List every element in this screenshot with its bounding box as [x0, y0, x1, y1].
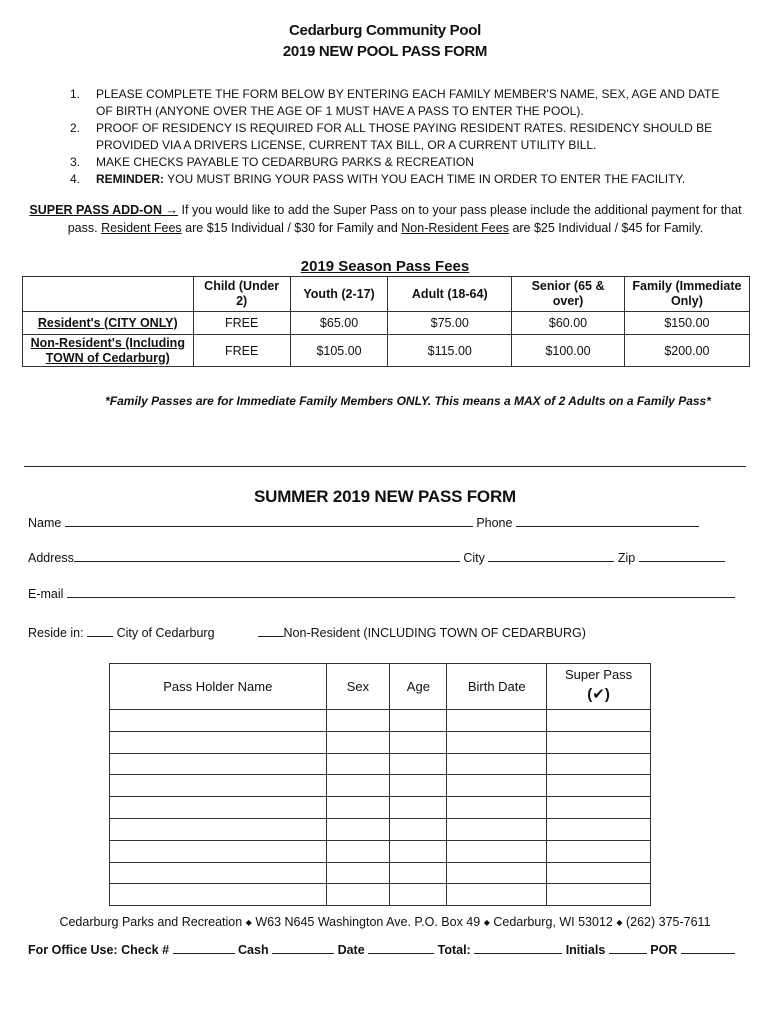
birth-date-cell[interactable]	[447, 818, 547, 840]
city-option-label: City of Cedarburg	[116, 626, 215, 640]
phone-field[interactable]	[516, 514, 699, 527]
bullet-icon: ◆	[616, 918, 623, 927]
instruction-number: 1.	[70, 87, 81, 101]
birth-date-cell[interactable]	[447, 884, 547, 906]
section-divider	[24, 466, 746, 467]
date-label: Date	[337, 943, 365, 957]
cash-field[interactable]	[272, 941, 334, 954]
fee-cell: FREE	[193, 335, 290, 367]
row-label: Non-Resident's (Including TOWN of Cedarburg)	[23, 335, 194, 367]
age-cell[interactable]	[390, 710, 447, 732]
check-field[interactable]	[173, 941, 235, 954]
fees-header-cell: Adult (18-64)	[388, 277, 512, 312]
footer-contact	[0, 915, 770, 929]
fee-cell: $200.00	[624, 335, 749, 367]
birth-date-cell[interactable]	[447, 797, 547, 819]
instruction-text: PROOF OF RESIDENCY IS REQUIRED FOR ALL THOSE PAYING RESIDENT RATES. RESIDENCY SHOULD BE PROVIDED VIA A DRIVERS LICENSE, CURRENT TAX BILL, OR A CURRENT UTILITY BILL.	[96, 121, 713, 152]
reminder-label: REMINDER:	[96, 172, 164, 186]
zip-label: Zip	[617, 551, 636, 565]
fees-header-cell: Family (Immediate Only)	[624, 277, 749, 312]
bullet-icon: ◆	[483, 918, 490, 927]
super-pass-text: If you would like to add the Super Pass on to your pass please include the additional payment for that pass.	[67, 203, 742, 235]
form-subtitle: 2019 NEW POOL PASS FORM	[282, 43, 488, 60]
fees-header-cell	[23, 277, 194, 312]
fees-header-cell: Youth (2-17)	[290, 277, 388, 312]
holder-name-cell[interactable]	[110, 818, 327, 840]
holder-name-cell[interactable]	[110, 753, 327, 775]
instruction-text: PLEASE COMPLETE THE FORM BELOW BY ENTERING EACH FAMILY MEMBER'S NAME, SEX, AGE AND DATE OF BIRTH (ANYONE OVER THE AGE OF 1 MUST HAVE A PASS TO ENTER THE POOL).	[96, 87, 720, 118]
table-row	[110, 818, 651, 840]
fee-cell: $65.00	[290, 312, 388, 335]
nonresident-fees-label: Non-Resident Fees	[401, 221, 509, 235]
age-cell[interactable]	[390, 818, 447, 840]
super-pass-text: are $25 Individual / $45 for Family.	[508, 221, 704, 235]
instruction-item	[70, 154, 720, 171]
table-row	[110, 862, 651, 884]
super-pass-cell[interactable]	[547, 775, 651, 797]
holder-name-cell[interactable]	[110, 862, 327, 884]
holder-name-cell[interactable]	[110, 731, 327, 753]
city-field[interactable]	[488, 549, 614, 562]
sex-cell[interactable]	[326, 797, 390, 819]
age-cell[interactable]	[390, 797, 447, 819]
form-title: SUMMER 2019 NEW PASS FORM	[253, 487, 516, 506]
super-pass-header: Super Pass	[564, 667, 633, 682]
super-pass-cell[interactable]	[547, 731, 651, 753]
fee-cell: $105.00	[290, 335, 388, 367]
super-pass-cell[interactable]	[547, 710, 651, 732]
reside-line	[28, 624, 586, 640]
family-pass-note: *Family Passes are for Immediate Family Members ONLY. This means a MAX of 2 Adults on a Family Pass*	[105, 394, 711, 408]
footer-city: Cedarburg, WI 53012	[493, 915, 613, 929]
footer-address: W63 N645 Washington Ave. P.O. Box 49	[255, 915, 481, 929]
name-label: Name	[28, 516, 62, 530]
instruction-text: MAKE CHECKS PAYABLE TO CEDARBURG PARKS & RECREATION	[96, 155, 474, 169]
sex-cell[interactable]	[326, 862, 390, 884]
holder-header-cell: Birth Date	[447, 664, 547, 710]
sex-cell[interactable]	[326, 753, 390, 775]
pass-holder-table	[109, 663, 651, 906]
fee-cell: $75.00	[388, 312, 512, 335]
birth-date-cell[interactable]	[447, 753, 547, 775]
instruction-text: YOU MUST BRING YOUR PASS WITH YOU EACH TIME IN ORDER TO ENTER THE FACILITY.	[164, 172, 686, 186]
birth-date-cell[interactable]	[447, 731, 547, 753]
super-pass-cell[interactable]	[547, 884, 651, 906]
fee-cell: $115.00	[388, 335, 512, 367]
birth-date-cell[interactable]	[447, 775, 547, 797]
office-use-label: For Office Use:	[28, 943, 118, 957]
fee-cell: $60.00	[512, 312, 625, 335]
sex-cell[interactable]	[326, 775, 390, 797]
date-field[interactable]	[368, 941, 434, 954]
row-label: Resident's (CITY ONLY)	[23, 312, 194, 335]
holder-name-cell[interactable]	[110, 775, 327, 797]
fee-cell: $100.00	[512, 335, 625, 367]
holder-name-cell[interactable]	[110, 710, 327, 732]
super-pass-label: SUPER PASS ADD-ON →	[29, 203, 179, 217]
holder-name-cell[interactable]	[110, 840, 327, 862]
super-pass-cell[interactable]	[547, 840, 651, 862]
nonresident-checkbox[interactable]	[258, 624, 284, 637]
fees-header-cell: Senior (65 & over)	[512, 277, 625, 312]
age-cell[interactable]	[390, 731, 447, 753]
nonresident-option-label: Non-Resident (INCLUDING TOWN OF CEDARBURG)	[283, 626, 586, 640]
address-field[interactable]	[74, 549, 460, 562]
page-title: Cedarburg Community Pool	[289, 22, 481, 39]
email-field[interactable]	[67, 585, 735, 598]
instruction-number: 2.	[70, 121, 81, 135]
address-label: Address	[28, 551, 74, 565]
super-pass-cell[interactable]	[547, 818, 651, 840]
check-label: Check #	[121, 943, 170, 957]
sex-cell[interactable]	[326, 884, 390, 906]
table-row	[110, 884, 651, 906]
table-row	[110, 840, 651, 862]
name-phone-line	[28, 514, 699, 530]
super-pass-note	[28, 201, 743, 237]
bullet-icon: ◆	[245, 918, 252, 927]
super-pass-cell[interactable]	[547, 862, 651, 884]
table-row	[110, 753, 651, 775]
zip-field[interactable]	[639, 549, 725, 562]
check-mark-icon: (✔)	[587, 686, 610, 703]
fee-cell: FREE	[193, 312, 290, 335]
fees-title: 2019 Season Pass Fees	[300, 258, 470, 275]
address-line	[28, 549, 725, 565]
office-use-line	[28, 941, 735, 957]
footer-phone: (262) 375-7611	[625, 915, 711, 929]
sex-cell[interactable]	[326, 840, 390, 862]
total-label: Total:	[437, 943, 471, 957]
holder-header-cell	[547, 664, 651, 710]
instruction-item	[70, 120, 720, 154]
holder-header-cell: Sex	[326, 664, 390, 710]
instruction-number: 3.	[70, 155, 81, 169]
email-label: E-mail	[28, 587, 64, 601]
sex-cell[interactable]	[326, 818, 390, 840]
super-pass-cell[interactable]	[547, 753, 651, 775]
birth-date-cell[interactable]	[447, 710, 547, 732]
instruction-item	[70, 86, 720, 120]
super-pass-text: are $15 Individual / $30 for Family and	[181, 221, 402, 235]
sex-cell[interactable]	[326, 710, 390, 732]
fees-table	[22, 276, 750, 367]
fee-cell: $150.00	[624, 312, 749, 335]
reside-label: Reside in:	[28, 626, 84, 640]
city-resident-checkbox[interactable]	[87, 624, 113, 637]
table-row	[110, 797, 651, 819]
resident-fees-label: Resident Fees	[101, 221, 182, 235]
initials-label: Initials	[565, 943, 606, 957]
initials-field[interactable]	[609, 941, 647, 954]
footer-org: Cedarburg Parks and Recreation	[59, 915, 243, 929]
table-row	[110, 710, 651, 732]
instruction-number: 4.	[70, 172, 81, 186]
sex-cell[interactable]	[326, 731, 390, 753]
age-cell[interactable]	[390, 840, 447, 862]
fees-header-cell: Child (Under 2)	[193, 277, 290, 312]
cash-label: Cash	[238, 943, 269, 957]
instruction-item	[70, 171, 720, 188]
age-cell[interactable]	[390, 862, 447, 884]
age-cell[interactable]	[390, 775, 447, 797]
total-field[interactable]	[474, 941, 562, 954]
name-field[interactable]	[65, 514, 473, 527]
super-pass-cell[interactable]	[547, 797, 651, 819]
table-row	[110, 775, 651, 797]
age-cell[interactable]	[390, 753, 447, 775]
phone-label: Phone	[476, 516, 513, 530]
holder-header-cell: Pass Holder Name	[110, 664, 327, 710]
holder-name-cell[interactable]	[110, 797, 327, 819]
email-line	[28, 585, 735, 601]
por-label: POR	[650, 943, 678, 957]
table-row	[23, 312, 750, 335]
table-row	[110, 731, 651, 753]
table-row	[23, 335, 750, 367]
birth-date-cell[interactable]	[447, 862, 547, 884]
holder-name-cell[interactable]	[110, 884, 327, 906]
holder-header-cell: Age	[390, 664, 447, 710]
city-label: City	[463, 551, 485, 565]
age-cell[interactable]	[390, 884, 447, 906]
birth-date-cell[interactable]	[447, 840, 547, 862]
instructions-list	[70, 86, 720, 188]
por-field[interactable]	[681, 941, 735, 954]
